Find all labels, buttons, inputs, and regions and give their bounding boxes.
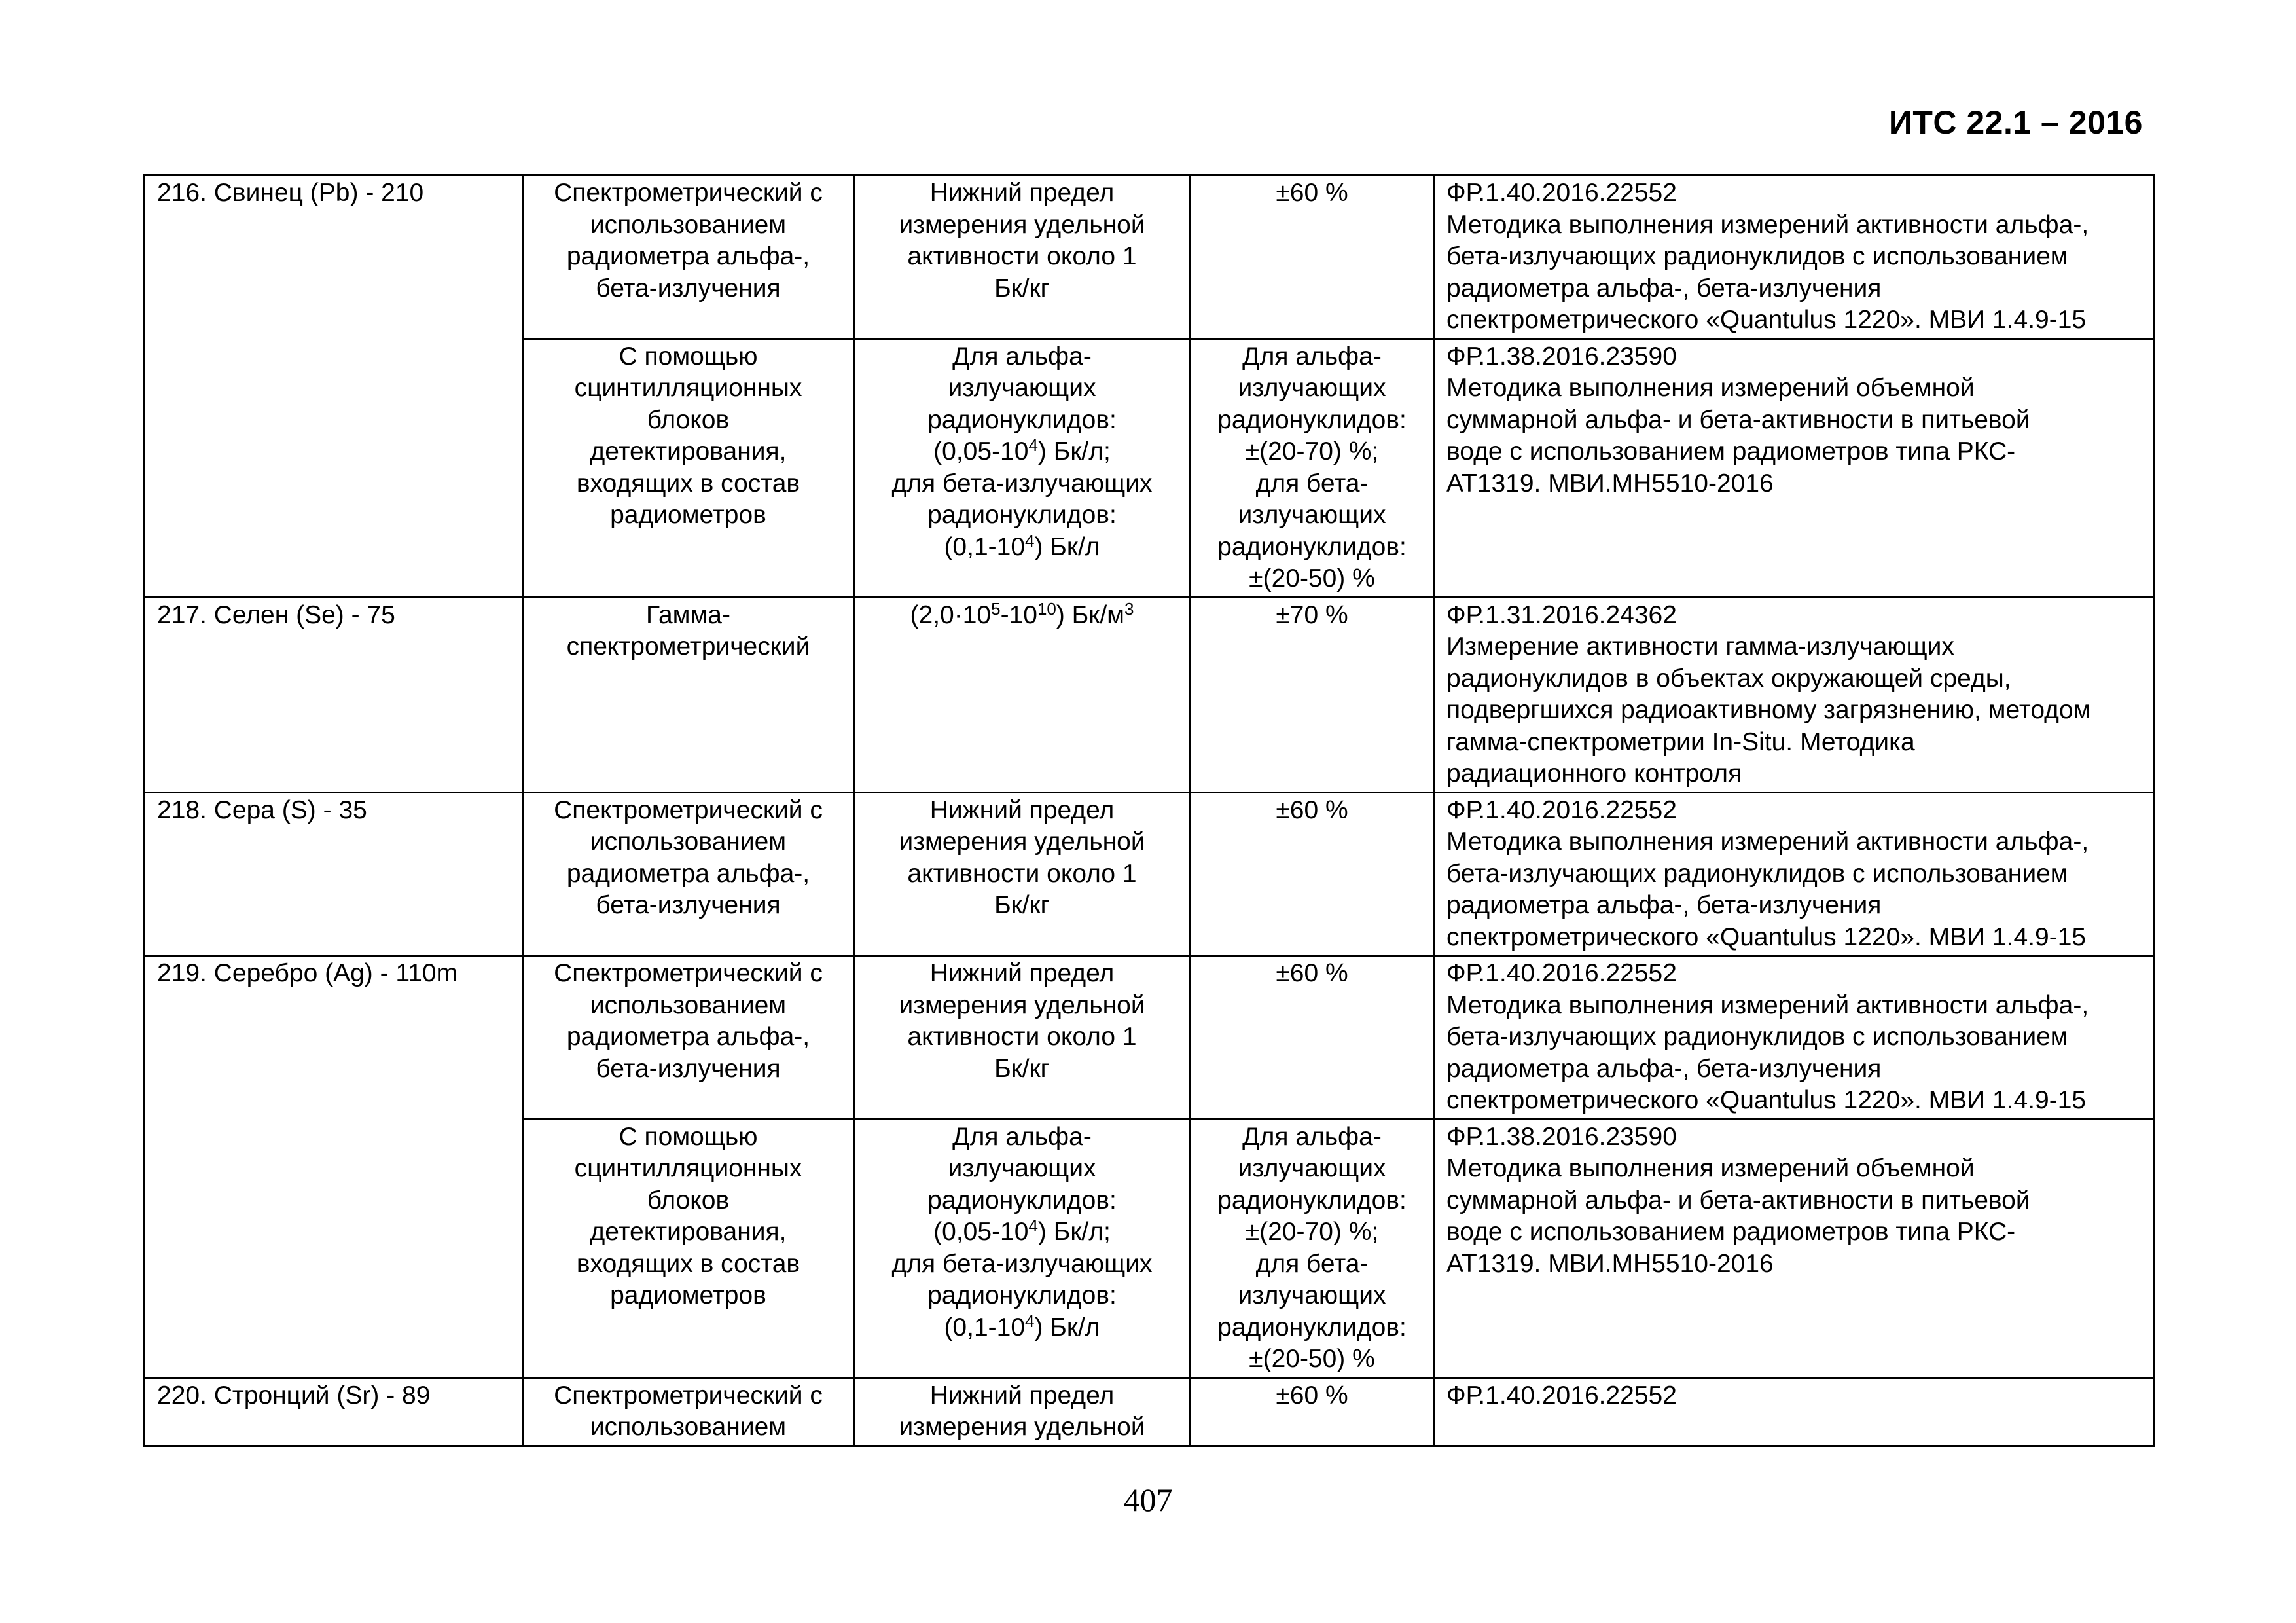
cell-line: излучающих [948,374,1096,402]
element-cell [145,175,523,598]
cell-line: бета-излучения [596,274,781,302]
cell-line: сцинтилляционных [574,1154,802,1182]
cell-line: активности около 1 [907,242,1137,270]
cell-line: Методика выполнения измерений объемной [1446,374,1975,402]
cell-line: радионуклидов: [1217,405,1407,434]
cell-line: Методика выполнения измерений активности альфа-, [1446,828,2089,856]
element-cell [145,597,523,792]
cell-line: суммарной альфа- и бета-активности в питьевой [1446,405,2030,434]
cell-line: радиометра альфа-, бета-излучения [1446,274,1882,302]
cell-line: Для альфа- [1242,1122,1382,1151]
element-name: 220. Стронций (Sr) - 89 [157,1381,431,1410]
cell-line: использованием [590,828,787,856]
document-code-header: ИТС 22.1 – 2016 [1888,104,2143,141]
range-cell [854,792,1191,956]
cell-line: измерения удельной [899,1413,1145,1441]
cell-line: бета-излучающих радионуклидов с использованием [1446,242,2068,270]
cell-line: радиометра альфа-, [566,1023,810,1051]
accuracy-cell [1191,1119,1434,1377]
cell-line: ±60 % [1276,959,1348,987]
cell-line: АТ1319. МВИ.МН5510-2016 [1446,1249,1774,1278]
element-name: 216. Свинец (Pb) - 210 [157,179,424,207]
element-cell [145,1377,523,1446]
cell-line: воде с использованием радиометров типа РКС- [1446,437,2016,465]
cell-line: бета-излучения [596,891,781,919]
cell-line: радионуклидов: [927,405,1117,434]
method-cell [523,1119,854,1377]
accuracy-cell [1191,956,1434,1120]
cell-line: Нижний предел [929,795,1115,824]
range-cell [854,1377,1191,1446]
cell-line: воде с использованием радиометров типа РКС- [1446,1218,2016,1246]
cell-line: Спектрометрический с [554,179,823,207]
cell-line: Спектрометрический с [554,795,823,824]
cell-line: $(0,05-10^4)$ Бк/л; [933,435,1111,465]
cell-line: радионуклидов в объектах окружающей среды, [1446,664,2011,693]
cell-line: ФР.1.38.2016.23590 [1446,342,1677,371]
method-cell [523,792,854,956]
cell-line: радиометра альфа-, бета-излучения [1446,1054,1882,1083]
cell-line: Нижний предел [929,1381,1115,1410]
cell-line: Нижний предел [929,179,1115,207]
cell-line: спектрометрического «Quantulus 1220». МВИ 1.4.9-15 [1446,1086,2087,1114]
cell-line: активности около 1 [907,859,1137,888]
cell-line: С помощью [619,342,758,371]
cell-line: Измерение активности гамма-излучающих [1446,632,1954,661]
element-cell [145,792,523,956]
element-cell [145,956,523,1378]
cell-line: радиометров [610,501,766,529]
cell-line: радионуклидов: [927,1186,1117,1214]
accuracy-cell [1191,338,1434,597]
cell-line: активности около 1 [907,1023,1137,1051]
cell-line: $(0,1-10^4)$ Бк/л [944,530,1100,561]
cell-line: излучающих [1238,1281,1386,1309]
cell-line: радиометров [610,1281,766,1309]
document-cell [1434,792,2155,956]
cell-line: Бк/кг [994,891,1050,919]
table-row [145,792,2155,956]
method-cell [523,597,854,792]
range-cell [854,597,1191,792]
cell-line: радионуклидов: [1217,1313,1407,1341]
cell-line: Спектрометрический с [554,1381,823,1410]
cell-line: бета-излучающих радионуклидов с использованием [1446,859,2068,888]
cell-line: $(0,05-10^4)$ Бк/л; [933,1216,1111,1246]
cell-line: использованием [590,1413,787,1441]
accuracy-cell [1191,1377,1434,1446]
cell-line: Бк/кг [994,1054,1050,1083]
cell-line: Гамма- [646,600,730,629]
cell-line: радионуклидов: [1217,532,1407,561]
document-cell [1434,175,2155,339]
cell-line: суммарной альфа- и бета-активности в питьевой [1446,1186,2030,1214]
cell-line: ±70 % [1276,600,1348,629]
document-cell [1434,956,2155,1120]
cell-line: радионуклидов: [1217,1186,1407,1214]
cell-line: гамма-спектрометрии In-Situ. Методика [1446,727,1915,756]
cell-line: Для альфа- [952,1122,1092,1151]
method-cell [523,1377,854,1446]
cell-line: ±60 % [1276,179,1348,207]
cell-line: Нижний предел [929,959,1115,987]
cell-line: ФР.1.40.2016.22552 [1446,795,1677,824]
cell-line: ФР.1.31.2016.24362 [1446,600,1677,629]
element-name: 217. Селен (Se) - 75 [157,600,395,629]
cell-line: $(0,1-10^4)$ Бк/л [944,1311,1100,1341]
cell-line: С помощью [619,1122,758,1151]
document-cell [1434,597,2155,792]
cell-line: излучающих [1238,374,1386,402]
range-cell [854,175,1191,339]
cell-line: ±60 % [1276,1381,1348,1410]
cell-line: подвергшихся радиоактивному загрязнению, методом [1446,696,2091,724]
cell-line: использованием [590,210,787,239]
cell-line: измерения удельной [899,210,1145,239]
cell-line: ФР.1.40.2016.22552 [1446,1381,1677,1410]
cell-line: ±(20-50) % [1249,1345,1375,1373]
cell-line: излучающих [948,1154,1096,1182]
accuracy-cell [1191,597,1434,792]
table-row [145,956,2155,1120]
table-row [145,1377,2155,1446]
cell-line: АТ1319. МВИ.МН5510-2016 [1446,469,1774,498]
cell-line: блоков [647,1186,730,1214]
cell-line: детектирования, [590,437,787,465]
cell-line: Бк/кг [994,274,1050,302]
range-cell [854,338,1191,597]
cell-line: Методика выполнения измерений объемной [1446,1154,1975,1182]
cell-line: для бета- [1255,469,1369,498]
method-cell [523,956,854,1120]
element-name: 218. Сера (S) - 35 [157,795,367,824]
cell-line: $(2,0\cdot 10^5-10^{10})$ $Бк/м^3$ [910,598,1134,629]
cell-line: Методика выполнения измерений активности альфа-, [1446,210,2089,239]
method-cell [523,175,854,339]
cell-line: для бета-излучающих [891,1249,1153,1278]
cell-line: входящих в состав [576,1249,800,1278]
method-cell [523,338,854,597]
cell-line: спектрометрический [566,632,810,661]
cell-line: радиометра альфа-, бета-излучения [1446,891,1882,919]
cell-line: излучающих [1238,501,1386,529]
range-cell [854,1119,1191,1377]
cell-line: спектрометрического «Quantulus 1220». МВИ 1.4.9-15 [1446,306,2087,334]
cell-line: спектрометрического «Quantulus 1220». МВИ 1.4.9-15 [1446,922,2087,951]
element-name: 219. Серебро (Ag) - 110m [157,959,458,987]
cell-line: радиометра альфа-, [566,242,810,270]
accuracy-cell [1191,175,1434,339]
cell-line: детектирования, [590,1218,787,1246]
cell-line: ФР.1.38.2016.23590 [1446,1122,1677,1151]
cell-line: ±(20-50) % [1249,564,1375,593]
table-row [145,597,2155,792]
cell-line: Для альфа- [1242,342,1382,371]
accuracy-cell [1191,792,1434,956]
measurement-methods-table [143,174,2155,1447]
cell-line: Методика выполнения измерений активности альфа-, [1446,991,2089,1019]
cell-line: измерения удельной [899,991,1145,1019]
cell-line: Для альфа- [952,342,1092,371]
document-cell [1434,1377,2155,1446]
table-row [145,175,2155,339]
cell-line: радионуклидов: [927,1281,1117,1309]
cell-line: блоков [647,405,730,434]
document-cell [1434,338,2155,597]
cell-line: использованием [590,991,787,1019]
cell-line: бета-излучающих радионуклидов с использованием [1446,1023,2068,1051]
cell-line: ФР.1.40.2016.22552 [1446,959,1677,987]
document-cell [1434,1119,2155,1377]
cell-line: ±(20-70) %; [1245,437,1379,465]
page-number: 407 [1123,1482,1173,1518]
cell-line: ±(20-70) %; [1245,1218,1379,1246]
cell-line: Спектрометрический с [554,959,823,987]
cell-line: радиометра альфа-, [566,859,810,888]
cell-line: для бета- [1255,1249,1369,1278]
cell-line: радиационного контроля [1446,759,1742,788]
cell-line: ±60 % [1276,795,1348,824]
cell-line: бета-излучения [596,1054,781,1083]
cell-line: для бета-излучающих [891,469,1153,498]
range-cell [854,956,1191,1120]
cell-line: излучающих [1238,1154,1386,1182]
cell-line: измерения удельной [899,828,1145,856]
cell-line: ФР.1.40.2016.22552 [1446,179,1677,207]
cell-line: сцинтилляционных [574,374,802,402]
cell-line: радионуклидов: [927,501,1117,529]
cell-line: входящих в состав [576,469,800,498]
